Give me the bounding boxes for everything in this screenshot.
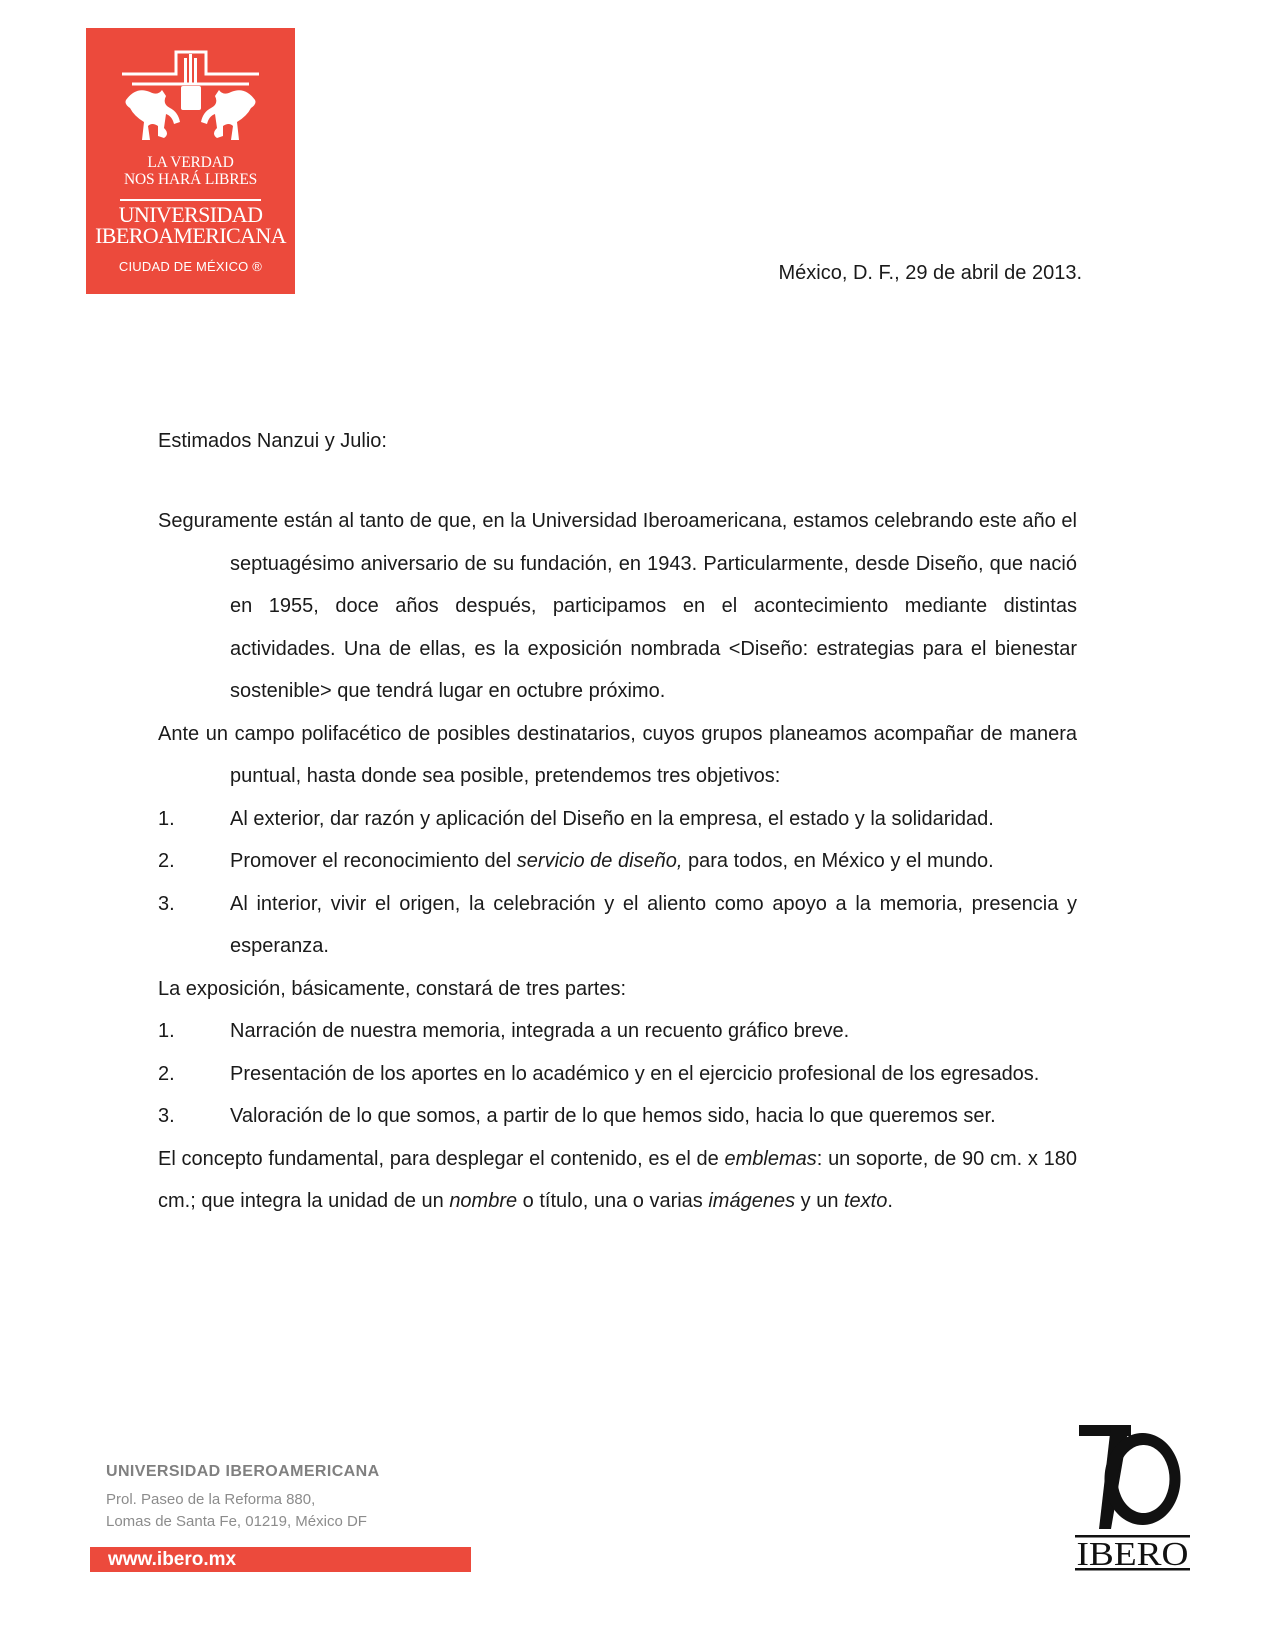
- logo-divider: [120, 199, 261, 201]
- p4-emphasis: imágenes: [708, 1190, 796, 1212]
- letter-date: México, D. F., 29 de abril de 2013.: [778, 262, 1082, 284]
- p4-text: : un soporte, de 90 cm. x 180 cm.; que integra la unidad de un: [158, 1147, 1078, 1212]
- paragraph-2: Ante un campo polifacético de posibles destinatarios, cuyos grupos planeamos acompañar de manera puntual, hasta donde sea posible, pretendemos tres objetivos:: [158, 722, 1077, 787]
- logo-motto-line1: LA VERDAD: [147, 154, 234, 171]
- footer-address-line2: Lomas de Santa Fe, 01219, México DF: [106, 1513, 367, 1530]
- objective-number: 3.: [158, 892, 175, 915]
- objective-text: Al interior, vivir el origen, la celebración y el aliento como apoyo a la memoria, presencia y esperanza.: [230, 892, 1077, 957]
- p4-emphasis: texto: [844, 1190, 888, 1212]
- footer-university-name: UNIVERSIDAD IBEROAMERICANA: [106, 1463, 380, 1480]
- objective-text: [230, 840, 1077, 883]
- footer-address: [106, 1489, 367, 1533]
- part-text: Narración de nuestra memoria, integrada a un recuento gráfico breve.: [230, 1020, 850, 1042]
- paragraph-4: [158, 1138, 1077, 1223]
- p4-text: y un: [795, 1190, 844, 1212]
- part-text: Valoración de lo que somos, a partir de lo que hemos sido, hacia lo que queremos ser.: [230, 1105, 996, 1127]
- objective-item: [158, 798, 1077, 841]
- logo-city: CIUDAD DE MÉXICO ®: [118, 259, 263, 274]
- part-item: [158, 1095, 1077, 1138]
- university-logo: [86, 28, 295, 294]
- footer-address-line1: Prol. Paseo de la Reforma 880,: [106, 1491, 316, 1508]
- p4-text: o título, una o varias: [517, 1190, 709, 1212]
- paragraph-1: Seguramente están al tanto de que, en la Universidad Iberoamericana, estamos celebrando este año el septuagésimo aniversario de su fundación, en 1943. Particularmente, desde Diseño, que nació en 1955, doce años después, participamos en el acontecimiento mediante distintas actividades. Una de ellas, es la exposición nombrada <Diseño: estrategias para el bienestar sostenible> que tendrá lugar en octubre próximo.: [158, 510, 1077, 702]
- objective-text-post: para todos, en México y el mundo.: [682, 850, 994, 872]
- p4-text: .: [887, 1190, 893, 1212]
- p4-emphasis: nombre: [449, 1190, 518, 1212]
- objective-item: [158, 840, 1077, 883]
- p4-emphasis: emblemas: [724, 1147, 817, 1170]
- part-number: 3.: [158, 1105, 175, 1127]
- logo-name-line1: UNIVERSIDAD: [118, 202, 263, 227]
- footer-website-link[interactable]: www.ibero.mx: [90, 1547, 471, 1572]
- part-number: 1.: [158, 1020, 175, 1042]
- objective-text-emphasis: servicio de diseño,: [516, 850, 683, 872]
- paragraph-3: La exposición, básicamente, constará de tres partes:: [158, 977, 627, 1000]
- objective-item: [158, 883, 1077, 968]
- objective-text-pre: Promover el reconocimiento del: [230, 850, 517, 872]
- logo-motto-line2: NOS HARÁ LIBRES: [123, 171, 258, 188]
- objective-text: Al exterior, dar razón y aplicación del Diseño en la empresa, el estado y la solidaridad.: [230, 807, 994, 830]
- objective-number: 2.: [158, 850, 175, 872]
- letter-body: [158, 500, 1077, 1223]
- part-item: [158, 1010, 1077, 1053]
- part-text: Presentación de los aportes en lo académico y en el ejercicio profesional de los egresados.: [230, 1062, 1040, 1085]
- letter-greeting: Estimados Nanzui y Julio:: [158, 430, 387, 452]
- objective-number: 1.: [158, 807, 175, 830]
- anniversary-logo-wordmark: IBERO: [1076, 1536, 1189, 1571]
- part-item: [158, 1053, 1077, 1096]
- ibero-70-anniversary-logo: [1075, 1425, 1190, 1571]
- p4-text: El concepto fundamental, para desplegar el contenido, es el de: [158, 1147, 725, 1170]
- logo-name-line2: IBEROAMERICANA: [95, 223, 286, 248]
- part-number: 2.: [158, 1062, 175, 1085]
